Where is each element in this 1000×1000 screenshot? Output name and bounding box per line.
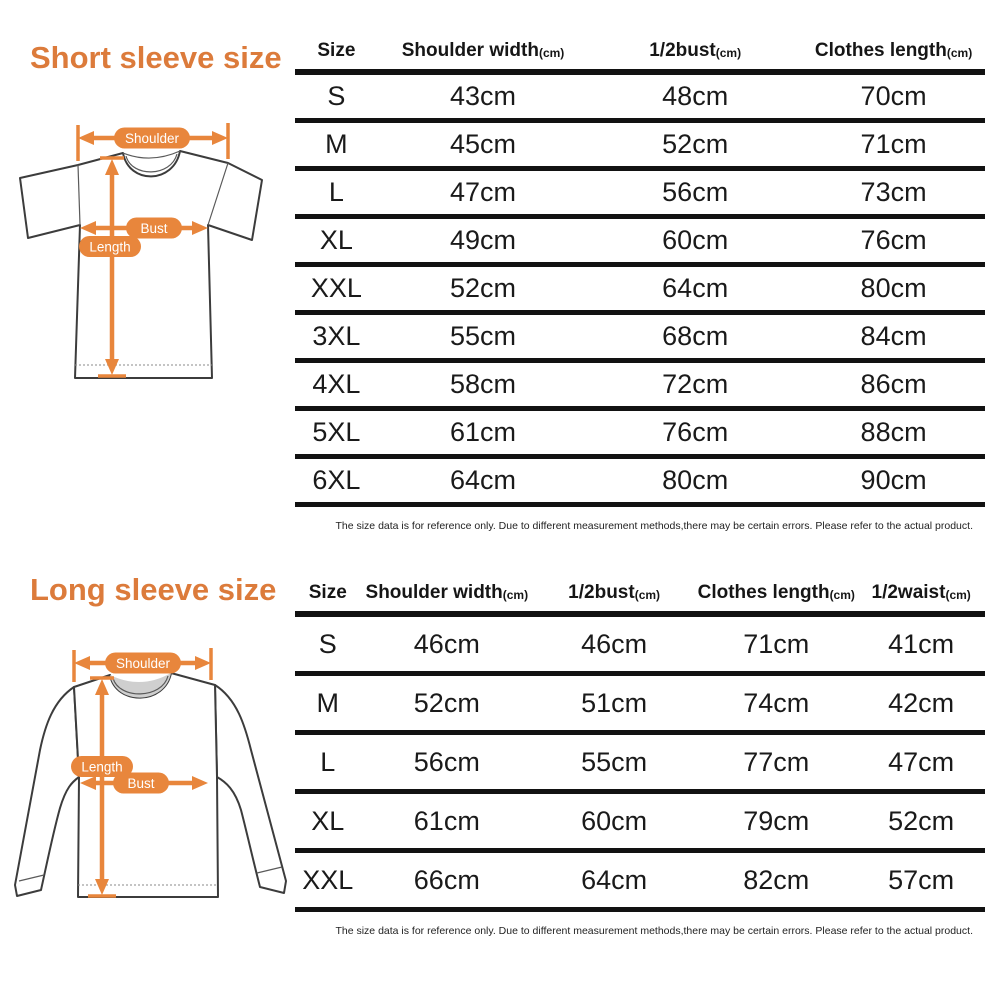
long-sleeve-table-block [295,580,985,937]
table-cell: 60cm [662,225,729,255]
column-header-clothes-length: Clothes length(cm) [697,582,855,603]
table-cell: 46cm [581,628,648,659]
column-header-size: Size [308,582,347,603]
bust-label: Bust [127,776,155,791]
length-label: Length [89,239,131,255]
table-cell: S [327,81,346,111]
table-cell: 48cm [662,81,729,111]
table-row [295,409,985,457]
table-cell: 52cm [662,129,729,159]
table-cell: 45cm [450,129,517,159]
column-header-clothes-length: Clothes length(cm) [814,40,973,61]
table-cell: 71cm [743,628,810,659]
column-header-half-bust: 1/2bust(cm) [568,582,661,603]
tshirt-back-collar-line [123,151,180,158]
header-row [295,580,985,614]
table-cell: 46cm [413,628,480,659]
table-row [295,313,985,361]
column-header-half-bust: 1/2bust(cm) [649,40,742,61]
table-cell: S [318,628,337,659]
table-cell: L [328,177,344,207]
table-cell: 68cm [662,321,729,351]
table-row [295,361,985,409]
table-cell: 55cm [581,746,648,777]
long-sleeve-size-table [295,580,985,912]
table-cell: XXL [310,273,362,303]
table-cell: L [320,746,336,777]
table-cell: 49cm [450,225,517,255]
table-cell: 52cm [888,805,955,836]
table-row [295,169,985,217]
table-cell: 73cm [860,177,927,207]
table-cell: 56cm [662,177,729,207]
table-row [295,851,985,910]
header-row [295,38,985,72]
table-cell: XXL [302,864,354,895]
table-cell: 47cm [450,177,517,207]
table-cell: 64cm [450,465,517,495]
table-cell: 57cm [888,864,955,895]
table-cell: 70cm [860,81,927,111]
long-sleeve-title: Long sleeve size [30,572,277,607]
table-cell: 80cm [860,273,927,303]
table-row [295,217,985,265]
table-cell: 6XL [312,465,361,495]
table-cell: 4XL [312,369,361,399]
table-cell: 56cm [413,746,480,777]
table-cell: 61cm [413,805,480,836]
table-row [295,457,985,505]
table-cell: 76cm [662,417,729,447]
long-sleeve-shirt-diagram-icon [5,638,300,903]
table-cell: 55cm [450,321,517,351]
table-row [295,792,985,851]
table-cell: 88cm [860,417,927,447]
table-cell: 51cm [581,687,648,718]
table-cell: 52cm [413,687,480,718]
table-cell: 74cm [743,687,810,718]
table-cell: 52cm [450,273,517,303]
shoulder-label: Shoulder [124,131,180,146]
table-row [295,674,985,733]
shoulder-arrowhead-right [195,656,211,670]
table-row [295,265,985,313]
short-sleeve-title: Short sleeve size [30,40,282,75]
table-row [295,733,985,792]
table-cell: 76cm [860,225,927,255]
table-cell: 72cm [662,369,729,399]
table-row [295,72,985,121]
shoulder-label: Shoulder [115,656,171,671]
table-cell: 41cm [888,628,955,659]
short-sleeve-table-block [295,38,985,532]
table-cell: 64cm [581,864,648,895]
table-cell: 84cm [860,321,927,351]
table-row [295,121,985,169]
shoulder-arrowhead-left [78,131,94,145]
shoulder-arrowhead-left [74,656,90,670]
table-cell: 58cm [450,369,517,399]
column-header-size: Size [317,40,356,61]
table-cell: M [325,129,348,159]
longshirt-left-sleeve [15,687,79,896]
table-cell: 43cm [450,81,517,111]
table-cell: M [316,687,340,718]
short-sleeve-size-table [295,38,985,507]
table-cell: 90cm [860,465,927,495]
reference-note: The size data is for reference only. Due to different measurement methods,there may be certain errors. Please refer to the actual product. [335,520,973,532]
table-cell: XL [311,805,345,836]
column-header-shoulder-width: Shoulder width(cm) [365,582,529,603]
table-cell: 42cm [888,687,955,718]
short-sleeve-shirt-diagram-icon [10,115,280,385]
table-cell: 47cm [888,746,955,777]
table-cell: XL [319,225,353,255]
reference-note: The size data is for reference only. Due to different measurement methods,there may be certain errors. Please refer to the actual product. [335,925,973,937]
table-cell: 60cm [581,805,648,836]
shoulder-arrowhead-right [212,131,228,145]
table-row [295,614,985,674]
table-cell: 86cm [860,369,927,399]
table-cell: 3XL [312,321,361,351]
table-cell: 66cm [413,864,480,895]
column-header-shoulder-width: Shoulder width(cm) [401,40,565,61]
longshirt-right-sleeve [215,685,286,893]
table-cell: 82cm [743,864,810,895]
column-header-half-waist: 1/2waist(cm) [871,582,971,603]
table-cell: 61cm [450,417,517,447]
table-cell: 79cm [743,805,810,836]
table-cell: 64cm [662,273,729,303]
table-cell: 77cm [743,746,810,777]
tshirt-outline [20,151,262,378]
bust-label: Bust [140,221,168,236]
length-label: Length [81,759,123,775]
table-cell: 5XL [312,417,361,447]
table-cell: 71cm [860,129,927,159]
table-cell: 80cm [662,465,729,495]
